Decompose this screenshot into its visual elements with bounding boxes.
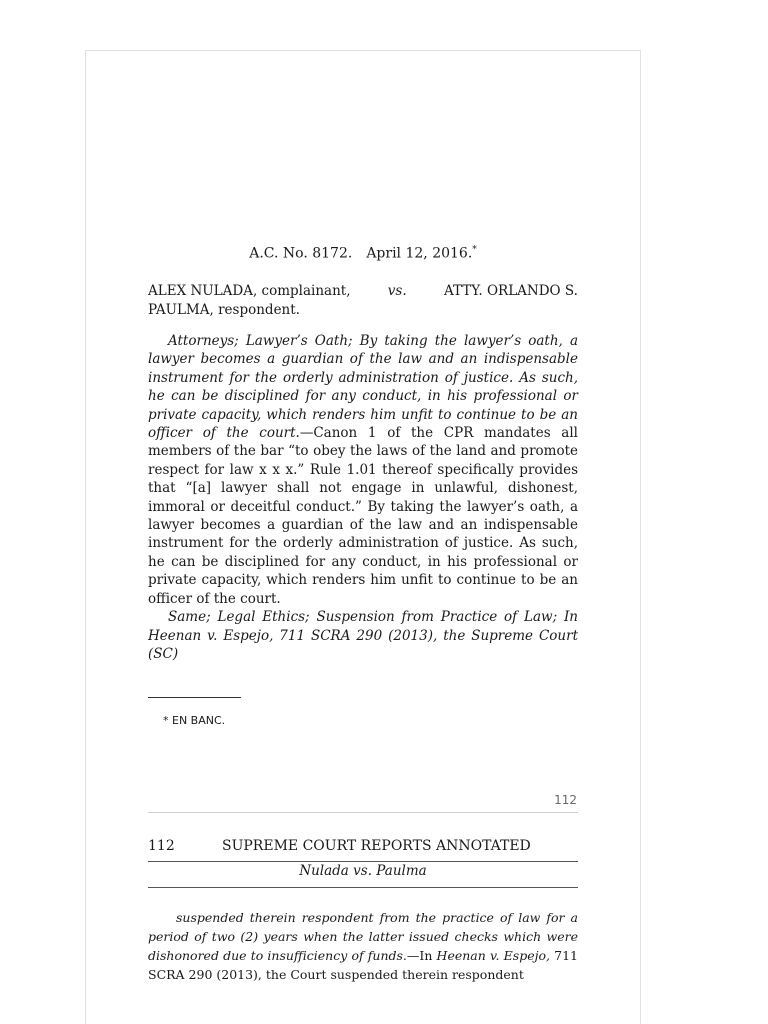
case-header xyxy=(148,245,578,262)
next-text-2: 711 SCRA 290 (2013), the Court suspended therein respondent xyxy=(148,948,579,982)
running-head-title: SUPREME COURT REPORTS ANNOTATED xyxy=(222,838,531,854)
running-head-rule-bottom xyxy=(148,887,578,888)
syllabus-1-body: —Canon 1 of the CPR mandates all members of the bar “to obey the laws of the land and promote respect for law x x x.” Rule 1.01 thereof specifically provides that “[a] lawyer shall not engage in unlawful, dishonest, immoral or deceitful conduct.” By taking the lawyer’s oath, a lawyer becomes a guardian of the law and an indispensable instrument for the orderly administration of justice. As such, he can be disciplined for any conduct, in his professional or private capacity, which renders him unfit to continue to be an officer of the court. xyxy=(148,425,578,607)
case-date: April 12, 2016. xyxy=(366,245,473,262)
running-head-rule-top xyxy=(148,861,578,862)
footnote-mark: * xyxy=(472,245,477,255)
parties xyxy=(148,282,578,320)
complainant: ALEX NULADA, complainant, xyxy=(148,283,351,299)
next-page-paragraph xyxy=(148,908,578,984)
syllabus-1-heading: Attorneys; Lawyer’s Oath; By taking the lawyer’s oath, a lawyer becomes a guardian of the law and an indispensable instrument for the orderly administration of justice. As such, he can be disciplined for any conduct, in his professional or private capacity, which renders him unfit to continue to be an officer of the court. xyxy=(148,333,578,442)
page-number: 112 xyxy=(554,793,577,807)
syllabus-paragraph-1 xyxy=(148,332,578,608)
respondent-name: ATTY. ORLANDO S. xyxy=(443,283,578,299)
next-text-1: —In xyxy=(406,948,437,963)
next-italic-1: suspended therein respondent from the practice of law for a period of two (2) years when the latter issued checks which were dishonored due to insufficiency of funds. xyxy=(148,910,578,963)
footnote-divider xyxy=(148,697,241,698)
next-page-text xyxy=(148,908,578,984)
page-divider xyxy=(148,812,578,813)
running-head-page: 112 xyxy=(148,838,175,854)
respondent-line: PAULMA, respondent. xyxy=(148,302,300,318)
syllabus-paragraph-2 xyxy=(148,608,578,663)
next-italic-2: Heenan v. Espejo, xyxy=(436,948,550,963)
syllabus-2-heading: Same; Legal Ethics; Suspension from Practice of Law; In Heenan v. Espejo, 711 SCRA 290 (2013), the Supreme Court (SC) xyxy=(148,609,578,662)
versus: vs. xyxy=(387,283,407,299)
footnote: * EN BANC. xyxy=(163,714,226,727)
syllabus xyxy=(148,332,578,663)
running-subhead: Nulada vs. Paulma xyxy=(299,863,427,879)
case-number: A.C. No. 8172. xyxy=(249,245,353,262)
